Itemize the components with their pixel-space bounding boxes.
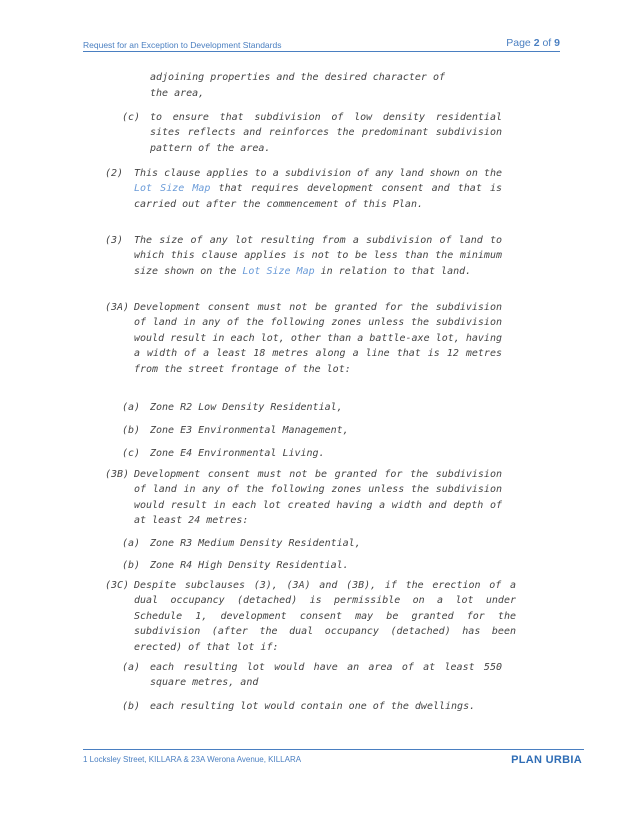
clause-3b-a-label: (a) <box>122 538 141 549</box>
clause-2-label: (2) <box>105 168 124 179</box>
clause-3a-c-text: Zone E4 Environmental Living. <box>150 448 325 459</box>
page-prefix: Page <box>506 37 531 49</box>
clause-3b-text: Development consent must not be granted for the subdivision of land in any of the following zones unless the subdivision would result in each lot created having a width and depth of at least 24 metres: <box>134 469 502 527</box>
continued-line-1: adjoining properties and the desired character of <box>150 72 446 83</box>
clause-3c-label: (3C) <box>105 580 130 591</box>
clause-2-text-before: This clause applies to a subdivision of any land shown on the <box>134 168 502 179</box>
clause-3a-a-text: Zone R2 Low Density Residential, <box>150 402 343 413</box>
page-current: 2 <box>533 37 540 49</box>
clause-3b-a-text: Zone R3 Medium Density Residential, <box>150 538 361 549</box>
page-number <box>506 37 560 49</box>
clause-3c-b-text: each resulting lot would contain one of the dwellings. <box>150 701 476 712</box>
clause-3b-label: (3B) <box>105 469 130 480</box>
clause-3c-a-label: (a) <box>122 662 141 673</box>
clause-c-label: (c) <box>122 112 141 123</box>
clause-3b-b-label: (b) <box>122 560 141 571</box>
clause-c-text: to ensure that subdivision of low density residential sites reflects and reinforces the predominant subdivision pattern of the area. <box>150 112 502 154</box>
brand-logo: PLAN URBIA <box>511 754 582 766</box>
clause-3b-b-text: Zone R4 High Density Residential. <box>150 560 349 571</box>
clause-3-label: (3) <box>105 235 124 246</box>
page-total: 9 <box>554 37 560 49</box>
clause-3a-c-label: (c) <box>122 448 141 459</box>
footer-address: 1 Locksley Street, KILLARA & 23A Werona Avenue, KILLARA <box>83 755 302 764</box>
clause-3c-b-label: (b) <box>122 701 141 712</box>
clause-3a-b-label: (b) <box>122 425 141 436</box>
clause-3a-a-label: (a) <box>122 402 141 413</box>
clause-3-text-after: in relation to that land. <box>314 265 472 277</box>
clause-2-text-after: that requires development consent and that is carried out after the commencement of this Plan. <box>134 183 503 210</box>
footer-divider <box>83 749 584 750</box>
header-divider <box>83 51 560 52</box>
clause-3a-label: (3A) <box>105 302 130 313</box>
clause-3a-b-text: Zone E3 Environmental Management, <box>150 425 349 436</box>
clause-2-text <box>134 166 502 212</box>
clause-3-text-before: The size of any lot resulting from a subdivision of land to which this clause applies is not to be less than the minimum size shown on the <box>134 235 502 277</box>
clause-3c-text: Despite subclauses (3), (3A) and (3B), if the erection of a dual occupancy (detached) is permissible on a lot under Schedule 1, development consent may be granted for the subdivision (after the dual occupancy (detached) has been erected) of that lot if: <box>134 580 516 653</box>
clause-3-text <box>134 233 502 279</box>
clause-3c-a-text: each resulting lot would have an area of at least 550 square metres, and <box>150 662 502 689</box>
continued-line-2: the area, <box>150 88 205 99</box>
lot-size-map-link[interactable]: Lot Size Map <box>242 265 315 277</box>
lot-size-map-link[interactable]: Lot Size Map <box>134 183 211 195</box>
page-of: of <box>542 37 552 49</box>
clause-3a-text: Development consent must not be granted for the subdivision of land in any of the following zones unless the subdivision would result in each lot, other than a battle-axe lot, having a width of a least 18 metres along a line that is 12 metres from the street frontage of the lot: <box>134 302 502 375</box>
document-title: Request for an Exception to Development Standards <box>83 40 282 50</box>
